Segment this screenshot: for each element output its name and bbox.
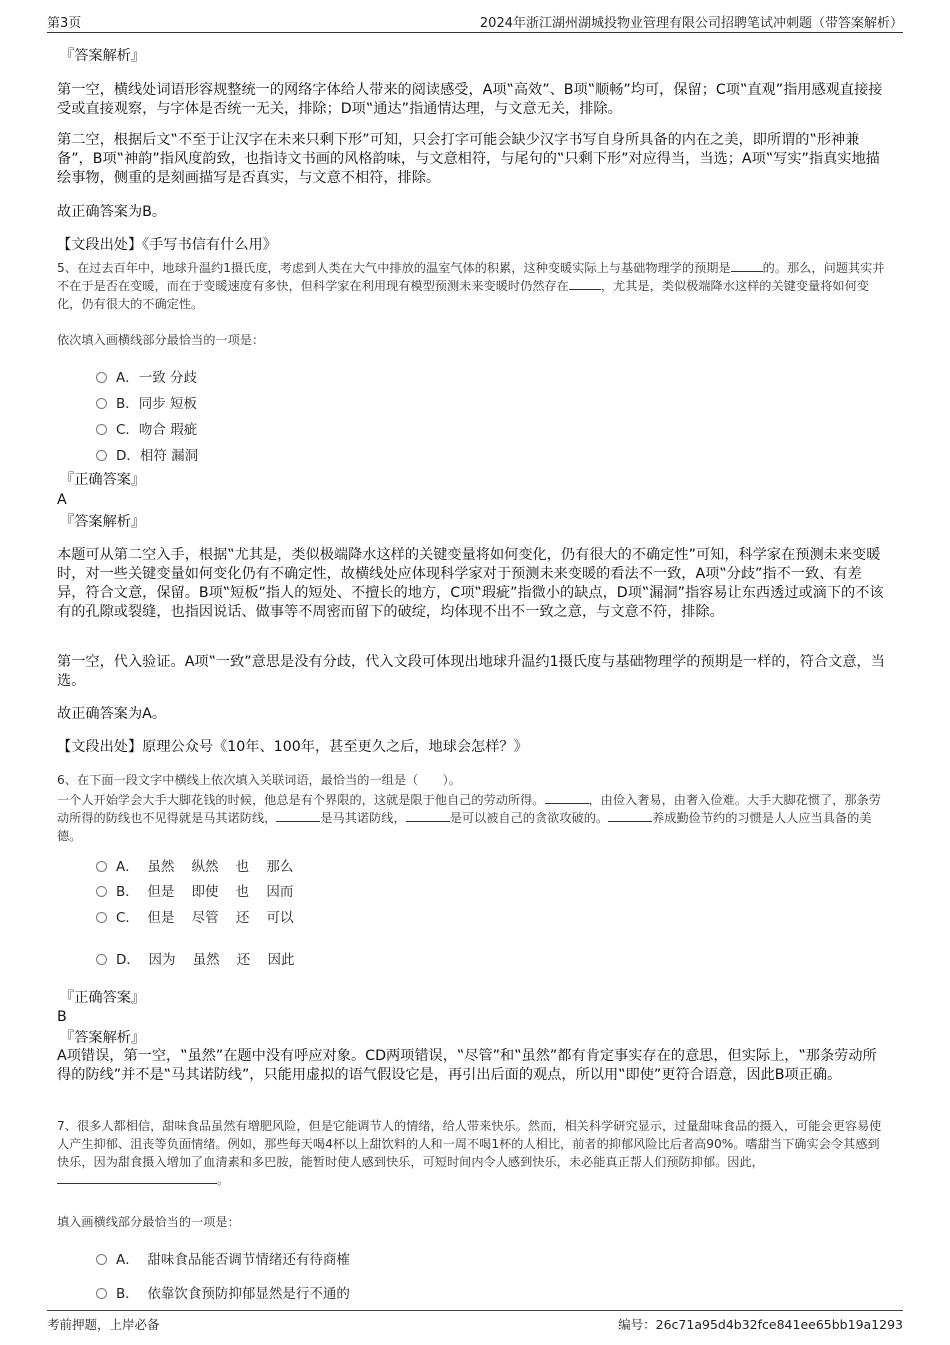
document-id: 编号：26c71a95d4b32fce841ee65bb19a1293 — [618, 1317, 903, 1332]
blank-line — [731, 259, 763, 272]
q7-option-b[interactable] — [96, 1282, 350, 1302]
q6-answer: B — [57, 1009, 67, 1025]
radio-icon[interactable] — [96, 912, 107, 923]
q7-stem — [57, 1117, 887, 1189]
q5-stem-part: 的。那么，问题其实并不在于是否在变暖，而在于变暖速度有多快，但科学家在利用现有模型预测未来变暖时仍然存在 — [57, 261, 885, 293]
option-label: B． 但是 即使 也 因而 — [116, 884, 294, 900]
q6-option-c[interactable] — [96, 906, 294, 926]
option-label: B．同步 短板 — [116, 396, 198, 412]
q6-passage — [57, 791, 887, 845]
q5-stem — [57, 259, 887, 313]
option-label: C． 但是 尽管 还 可以 — [116, 910, 294, 926]
q6-stem: 6、在下面一段文字中横线上依次填入关联词语，最恰当的一组是（ ）。 — [57, 773, 461, 787]
q5-option-d[interactable] — [96, 444, 198, 464]
radio-icon[interactable] — [96, 861, 107, 872]
q4-analysis-label: 『答案解析』 — [60, 48, 146, 64]
q6-option-a[interactable] — [96, 855, 293, 875]
q5-answer-label: 『正确答案』 — [60, 472, 146, 488]
q6-passage-part: 一个人开始学会大手大脚花钱的时候，他总是有个界限的，这就是限于他自己的劳动所得。 — [57, 793, 545, 807]
radio-icon[interactable] — [96, 886, 107, 897]
page-footer — [47, 1310, 903, 1335]
q7-stem-part: 7、很多人都相信，甜味食品虽然有增肥风险，但是它能调节人的情绪，给人带来快乐。然而，相关科学研究显示，过量甜味食品的摄入，可能会更容易使人产生抑郁、沮丧等负面情绪。例如，那些每天喝4杯以上甜饮料的人和一周不喝1杯的人相比，前者的抑郁风险比后者高90%。嗜甜当下确实会令其感到快乐，因为甜食摄入增加了血清素和多巴胺，能暂时使人感到快乐，可短时间内令人感到快乐，未必能真正帮人们预防抑郁。因此， — [57, 1119, 882, 1169]
q7-stem-part: 。 — [217, 1173, 230, 1187]
q4-conclusion: 故正确答案为B。 — [57, 204, 167, 220]
radio-icon[interactable] — [96, 954, 107, 965]
q5-option-a[interactable] — [96, 366, 197, 386]
q5-analysis-p2: 第一空，代入验证。A项‟一致”意思是没有分歧，代入文段可体现出地球升温约1摄氏度与基础物理学的预期是一样的，符合文意，当选。 — [57, 654, 885, 689]
option-label: C．吻合 瑕疵 — [116, 422, 198, 438]
blank-line — [57, 1171, 217, 1184]
q6-passage-part: 是马其诺防线， — [320, 811, 406, 825]
radio-icon[interactable] — [96, 372, 107, 383]
option-label: A． 甜味食品能否调节情绪还有待商榷 — [116, 1252, 350, 1268]
document-title: 2024年浙江湖州湖城投物业管理有限公司招聘笔试冲刺题（带答案解析） — [479, 16, 903, 31]
blank-line — [276, 809, 320, 822]
footer-slogan: 考前押题，上岸必备 — [47, 1317, 160, 1332]
page-number: 第3页 — [47, 16, 82, 31]
q6-answer-label: 『正确答案』 — [60, 990, 146, 1006]
q5-analysis-p1: 本题可从第二空入手，根据‟尤其是，类似极端降水这样的关键变量将如何变化，仍有很大的不确定性”可知，科学家在预测未来变暖时，对一些关键变量如何变化仍有不确定性，故横线处应体现科学家对于预测未来变暖的看法不一致，A项‟分歧”指不一致、有差异，符合文意，保留。B项‟短板”指人的短处、不擅长的地方，C项‟瑕疵”指微小的缺点，D项‟漏洞”指容易让东西透过或滴下的不该有的孔隙或裂缝，也指因说话、做事等不周密而留下的破绽，均体现不出不一致之意，与文意不符，排除。 — [57, 547, 884, 620]
blank-line — [545, 791, 589, 804]
blank-line — [608, 809, 652, 822]
q6-passage-part: 是可以被自己的贪欲攻破的。 — [449, 811, 609, 825]
q5-option-c[interactable] — [96, 418, 197, 438]
q4-source: 【文段出处】《手写书信有什么用》 — [57, 237, 277, 253]
option-label: D． 因为 虽然 还 因此 — [116, 952, 295, 968]
radio-icon[interactable] — [96, 1288, 107, 1299]
radio-icon[interactable] — [96, 398, 107, 409]
q5-stem-part: 5、在过去百年中，地球升温约1摄氏度，考虑到人类在大气中排放的温室气体的积累，这种变暖实际上与基础物理学的预期是 — [57, 261, 731, 275]
blank-line — [569, 277, 601, 290]
q7-option-a[interactable] — [96, 1248, 350, 1268]
q7-prompt: 填入画横线部分最恰当的一项是： — [57, 1215, 240, 1229]
q5-analysis-label: 『答案解析』 — [60, 514, 146, 530]
q6-passage-part: 养成勤俭节约的习惯是人人应当具备的美德。 — [57, 811, 872, 843]
q4-analysis-p2: 第二空，根据后文‟不至于让汉字在未来只剩下形”可知，只会打字可能会缺少汉字书写自身所具备的内在之美，即所谓的‟形神兼备”，B项‟神韵”指风度韵致，也指诗文书画的风格韵味，与文意相符，与尾句的‟只剩下形”对应得当，当选；A项‟写实”指真实地描绘事物，侧重的是刻画描写是否真实，与文意不相符，排除。 — [57, 132, 880, 186]
q6-option-b[interactable] — [96, 880, 293, 900]
option-label: B． 依靠饮食预防抑郁显然是行不通的 — [116, 1286, 350, 1302]
radio-icon[interactable] — [96, 450, 107, 461]
option-label: A． 虽然 纵然 也 那么 — [116, 859, 294, 875]
q5-answer: A — [57, 492, 67, 508]
q6-option-d[interactable] — [96, 948, 294, 968]
q5-prompt: 依次填入画横线部分最恰当的一项是： — [57, 333, 265, 347]
q5-conclusion: 故正确答案为A。 — [57, 706, 167, 722]
option-label: D．相符 漏洞 — [116, 448, 199, 464]
q4-analysis-p1: 第一空，横线处词语形容规整统一的网络字体给人带来的阅读感受，A项‟高效”、B项‟顺畅”均可，保留；C项‟直观”指用感观直接接受或直接观察，与字体是否统一无关，排除；D项‟通达”指通情达理，与文意无关，排除。 — [57, 82, 883, 117]
radio-icon[interactable] — [96, 424, 107, 435]
radio-icon[interactable] — [96, 1254, 107, 1265]
q5-option-b[interactable] — [96, 392, 197, 412]
page-header — [47, 12, 903, 33]
blank-line — [406, 809, 450, 822]
q5-source: 【文段出处】原理公众号《10年、100年，甚至更久之后，地球会怎样？》 — [57, 739, 528, 755]
q6-passage-part: ，由俭入奢易，由奢入俭难。大手大脚花惯了，那条劳动所得的防线也不见得就是马其诺防线， — [57, 793, 881, 825]
q5-stem-part: ，尤其是，类似极端降水这样的关键变量将如何变化，仍有很大的不确定性。 — [57, 279, 869, 311]
q6-analysis-label: 『答案解析』 — [60, 1030, 146, 1046]
q6-analysis: A项错误，第一空，‟虽然”在题中没有呼应对象。CD两项错误，‟尽管”和‟虽然”都有肯定事实存在的意思，但实际上，‟那条劳动所得的防线”并不是‟马其诺防线”，只能用虚拟的语气假设它是，再引出后面的观点，所以用‟即使”更符合语意，因此B项正确。 — [57, 1048, 877, 1083]
option-label: A．一致 分歧 — [116, 370, 198, 386]
